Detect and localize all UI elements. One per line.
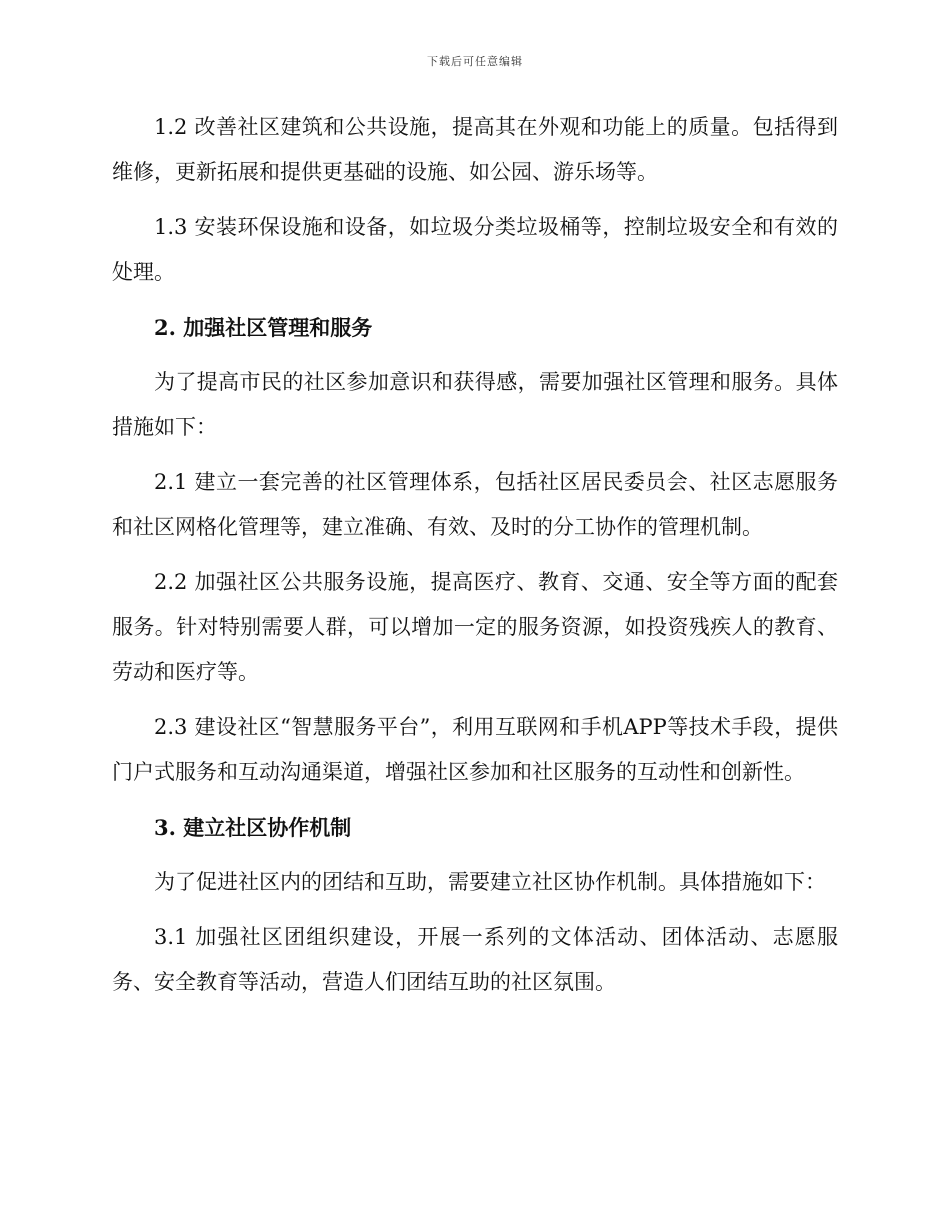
page-header: 下载后可任意编辑 xyxy=(427,55,523,68)
paragraph-2-1: 2.1 建立一套完善的社区管理体系，包括社区居民委员会、社区志愿服务和社区网格化管理等，建立准确、有效、及时的分工协作的管理机制。 xyxy=(112,470,838,539)
paragraph-2-2: 2.2 加强社区公共服务设施，提高医疗、教育、交通、安全等方面的配套服务。针对特别需要人群，可以增加一定的服务资源，如投资残疾人的教育、劳动和医疗等。 xyxy=(112,570,838,684)
paragraph-1-3: 1.3 安装环保设施和设备，如垃圾分类垃圾桶等，控制垃圾安全和有效的处理。 xyxy=(112,215,838,284)
paragraph-1-2: 1.2 改善社区建筑和公共设施，提高其在外观和功能上的质量。包括得到维修，更新拓展和提供更基础的设施、如公园、游乐场等。 xyxy=(112,115,838,184)
paragraph-2-3: 2.3 建设社区“智慧服务平台”，利用互联网和手机APP等技术手段，提供门户式服务和互动沟通渠道，增强社区参加和社区服务的互动性和创新性。 xyxy=(112,715,838,784)
document-body xyxy=(112,105,838,1015)
section-heading-3: 3. 建立社区协作机制 xyxy=(154,815,352,840)
section-heading-2: 2. 加强社区管理和服务 xyxy=(154,315,373,340)
paragraph-section-2-intro: 为了提高市民的社区参加意识和获得感，需要加强社区管理和服务。具体措施如下： xyxy=(112,370,838,439)
paragraph-3-1: 3.1 加强社区团组织建设，开展一系列的文体活动、团体活动、志愿服务、安全教育等活动，营造人们团结互助的社区氛围。 xyxy=(112,925,838,994)
paragraph-section-3-intro: 为了促进社区内的团结和互助，需要建立社区协作机制。具体措施如下： xyxy=(154,870,826,894)
